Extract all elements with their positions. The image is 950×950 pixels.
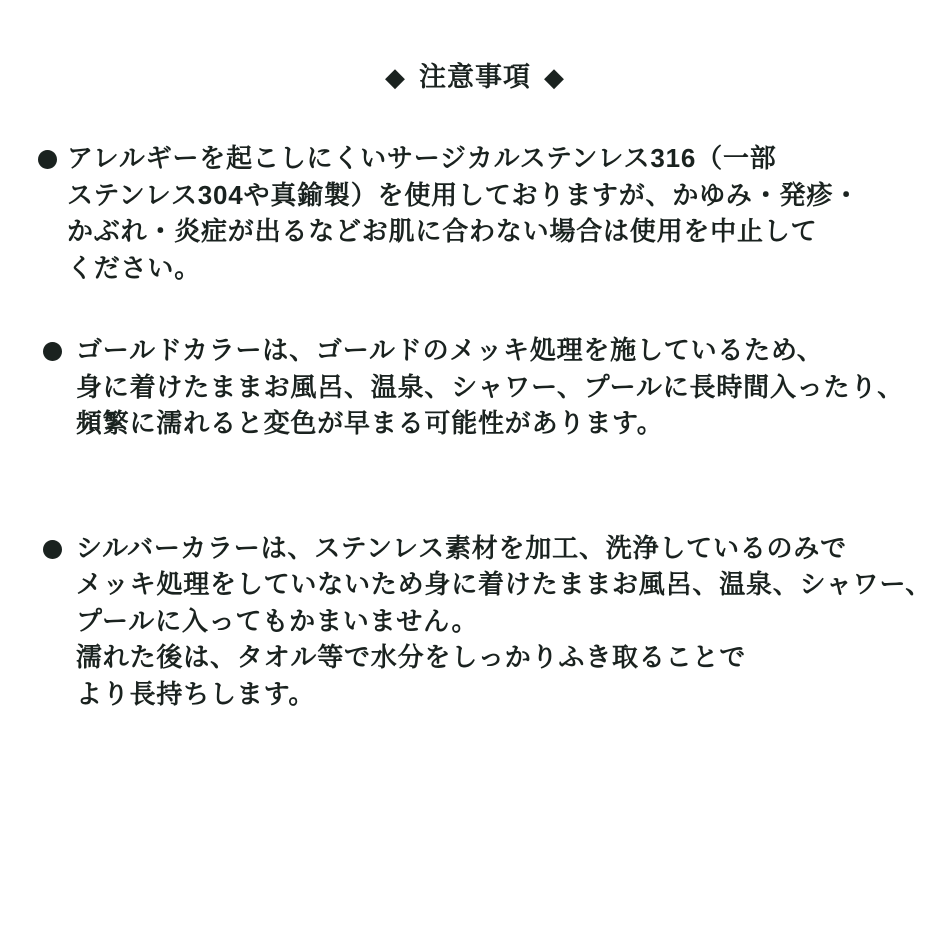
note-line: メッキ処理をしていないため身に着けたままお風呂、温泉、シャワー、 [76, 569, 933, 599]
note-line: 濡れた後は、タオル等で水分をしっかりふき取ることで [76, 642, 747, 672]
note-item-gold-color [0, 332, 950, 442]
diamond-left-icon: ◆ [385, 62, 406, 92]
note-line: シルバーカラーは、ステンレス素材を加工、洗浄しているのみで [76, 532, 847, 563]
note-text-block [76, 530, 932, 713]
note-line: かぶれ・炎症が出るなどお肌に合わない場合は使用を中止して [67, 216, 818, 246]
note-line: アレルギーを起こしにくいサージカルステンレス316（一部 [67, 143, 777, 173]
bullet-circle-icon [38, 150, 57, 169]
bullet-circle-icon [43, 342, 62, 361]
note-text-block [76, 332, 904, 442]
note-line: 身に着けたままお風呂、温泉、シャワー、プールに長時間入ったり、 [76, 371, 904, 402]
note-line: ゴールドカラーは、ゴールドのメッキ処理を施しているため、 [76, 335, 824, 365]
note-line: より長持ちします。 [76, 678, 316, 709]
note-text-block [67, 140, 860, 286]
note-item-allergy [0, 140, 950, 286]
page-title-text: 注意事項 [419, 62, 531, 92]
diamond-right-icon: ◆ [544, 62, 565, 92]
note-item-silver-color [0, 530, 950, 713]
note-line: ステンレス304や真鍮製）を使用しておりますが、かゆみ・発疹・ [67, 179, 860, 210]
note-line: プールに入ってもかまいません。 [76, 605, 479, 636]
page-title [0, 0, 950, 92]
bullet-circle-icon [43, 540, 62, 559]
note-line: 頻繁に濡れると変色が早まる可能性があります。 [76, 408, 664, 438]
note-line: ください。 [67, 252, 202, 283]
